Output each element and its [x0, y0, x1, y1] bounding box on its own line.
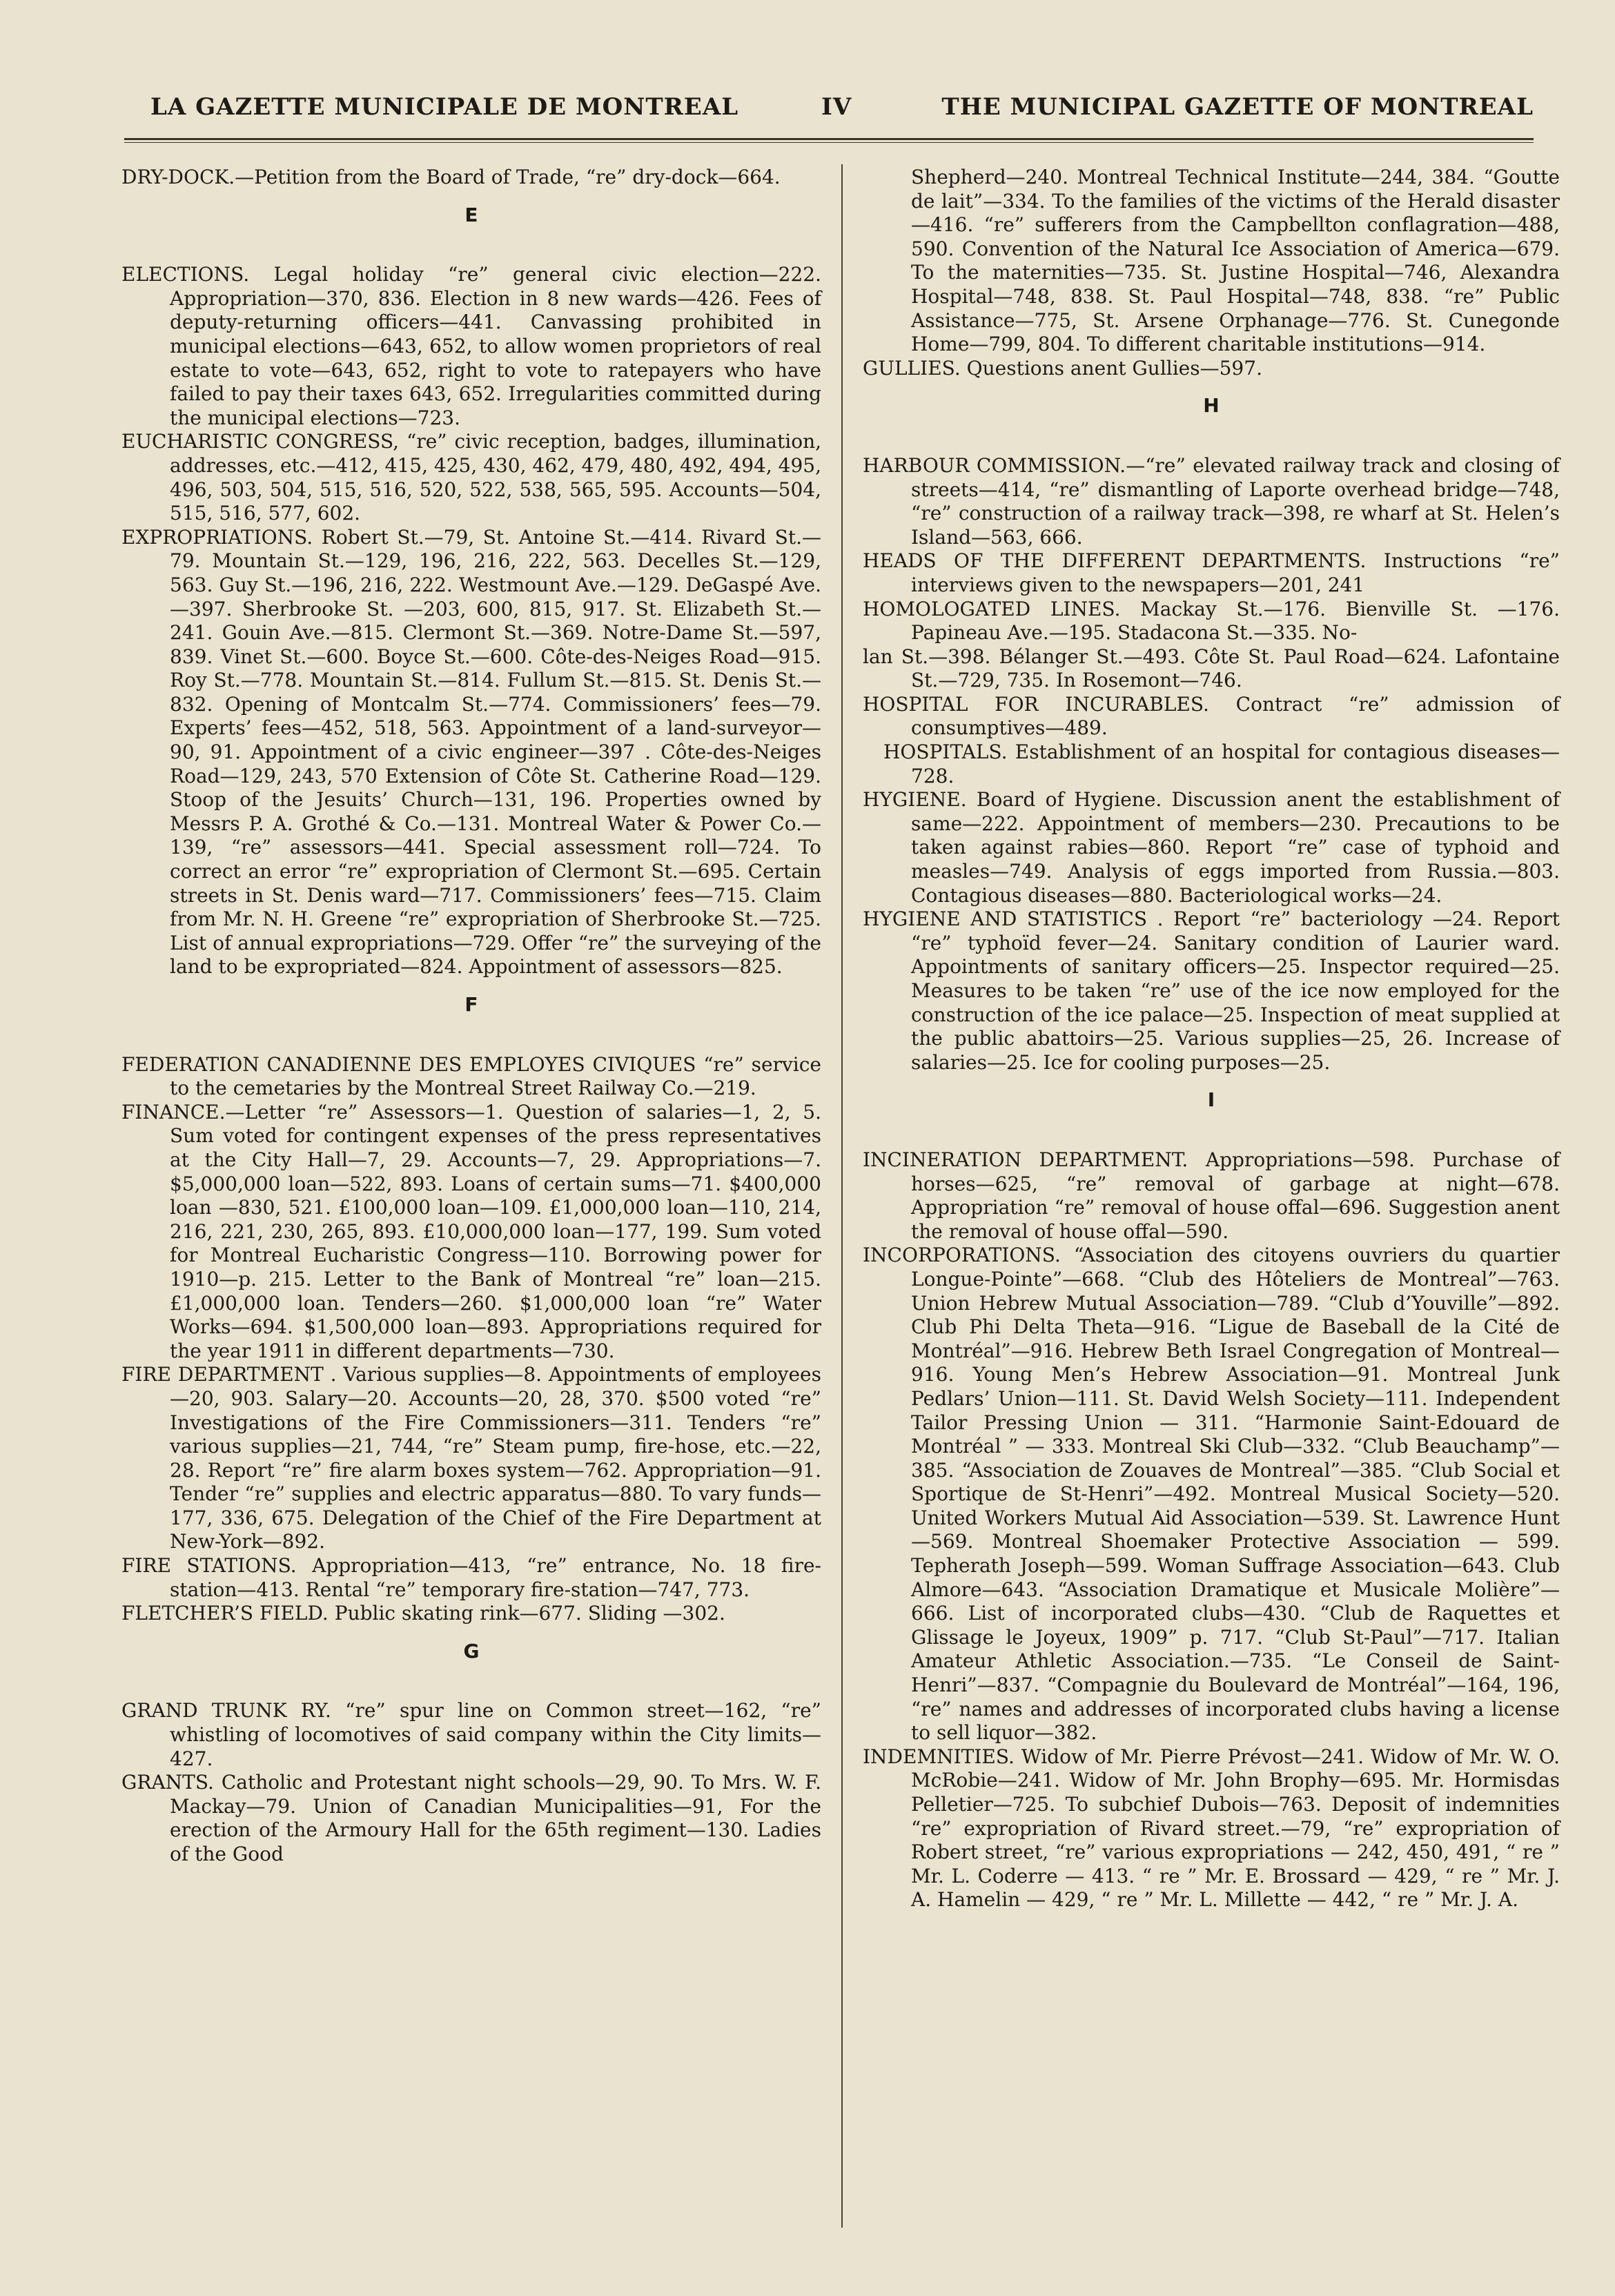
- index-entry-hospitals: HOSPITALS. Establishment of an hospital for contagious diseases—728.: [883, 740, 1560, 787]
- index-entry-hospital-incurables: HOSPITAL FOR INCURABLES. Contract “re” admission of consumptives—489.: [863, 692, 1560, 740]
- index-entry-grants-continued: Shepherd—240. Montreal Technical Institute—244, 384. “Goutte de lait”—334. To the families of the victims of the Herald disaster—416. “re” sufferers from the Campbellton conflagration—488, 590. Convention of the Natural Ice Association of America—679. To the maternities—735. St. Justine Hospital—746, Alexandra Hospital—748, 838. St. Paul Hospital—748, 838. “re” Public Assistance—775, St. Arsene Orphanage—776. St. Cunegonde Home—799, 804. To different charitable institutions—914.: [911, 166, 1560, 356]
- column-divider: [841, 164, 843, 2228]
- section-letter-g: G: [463, 1639, 480, 1662]
- index-entry-gullies: GULLIES. Questions anent Gullies—597.: [863, 356, 1262, 380]
- index-entry-finance: FINANCE.—Letter “re” Assessors—1. Question of salaries—1, 2, 5. Sum voted for contingent expenses of the press representatives at the City Hall—7, 29. Accounts—7, 29. Appropriations—7. $5,000,000 loan—522, 893. Loans of certain sums—71. $400,000 loan —830, 521. £100,000 loan—109. £1,000,000 loan—110, 214, 216, 221, 230, 265, 893. £10,000,000 loan—177, 199. Sum voted for Montreal Eucharistic Congress—110. Borrowing power for 1910—p. 215. Letter to the Bank of Montreal “re” loan—215. £1,000,000 loan. Tenders—260. $1,000,000 loan “re” Water Works—694. $1,500,000 loan—893. Appropriations required for the year 1911 in different departments—730.: [121, 1100, 821, 1362]
- section-letter-i: I: [1207, 1088, 1215, 1112]
- index-entry-expropriations: EXPROPRIATIONS. Robert St.—79, St. Antoine St.—414. Rivard St.—79. Mountain St.—129, 196, 216, 222, 563. Decelles St.—129, 563. Guy St.—196, 216, 222. Westmount Ave.—129. DeGaspé Ave.—397. Sherbrooke St. —203, 600, 815, 917. St. Elizabeth St.—241. Gouin Ave.—815. Clermont St.—369. Notre-Dame St.—597, 839. Vinet St.—600. Boyce St.—600. Côte-des-Neiges Road—915. Roy St.—778. Mountain St.—814. Fullum St.—815. St. Denis St.—832. Opening of Montcalm St.—774. Commissioners’ fees—79. Experts’ fees—452, 518, 563. Appointment of a land-surveyor—90, 91. Appointment of a civic engineer—397 . Côte-des-Neiges Road—129, 243, 570 Extension of Côte St. Catherine Road—129. Stoop of the Jesuits’ Church—131, 196. Properties owned by Messrs P. A. Grothé & Co.—131. Montreal Water & Power Co.—139, “re” assessors—441. Special assessment roll—724. To correct an error “re” expropriation of Clermont St.—695. Certain streets in St. Denis ward—717. Commissioners’ fees—715. Claim from Mr. N. H. Greene “re” expropriation of Sherbrooke St.—725. List of annual expropriations—729. Offer “re” the surveying of the land to be expropriated—824. Appointment of assessors—825.: [121, 525, 821, 979]
- index-entry-fire-stations: FIRE STATIONS. Appropriation—413, “re” entrance, No. 18 fire-station—413. Rental “re” temporary fire-station—747, 773.: [121, 1554, 821, 1601]
- index-entry-incineration: INCINERATION DEPARTMENT. Appropriations—598. Purchase of horses—625, “re” removal of garbage at night—678. Appropriation “re” removal of house offal—696. Suggestion anent the removal of house offal—590.: [863, 1148, 1560, 1243]
- section-letter-f: F: [464, 993, 478, 1016]
- index-entry-homologated-lines-continued: lan St.—398. Bélanger St.—493. Côte St. Paul Road—624. Lafontaine St.—729, 735. In Rosemont—746.: [863, 645, 1560, 692]
- index-entry-dry-dock: DRY-DOCK.—Petition from the Board of Trade, “re” dry-dock—664.: [121, 166, 781, 188]
- header-english-title: THE MUNICIPAL GAZETTE OF MONTREAL: [941, 93, 1534, 121]
- index-entry-fire-department: FIRE DEPARTMENT . Various supplies—8. Appointments of employees—20, 903. Salary—20. Accounts—20, 28, 370. $500 voted “re” Investigations of the Fire Commissioners—311. Tenders “re” various supplies—21, 744, “re” Steam pump, fire-hose, etc.—22, 28. Report “re” fire alarm boxes system—762. Appropriation—91. Tender “re” supplies and electric apparatus—880. To vary funds—177, 336, 675. Delegation of the Chief of the Fire Department at New-York—892.: [121, 1363, 821, 1553]
- left-column: [121, 166, 821, 1867]
- index-entry-federation: FEDERATION CANADIENNE DES EMPLOYES CIVIQUES “re” service to the cemetaries by the Montreal Street Railway Co.—219.: [121, 1052, 821, 1100]
- section-letter-h: H: [1203, 394, 1220, 418]
- index-entry-indemnities: INDEMNITIES. Widow of Mr. Pierre Prévost—241. Widow of Mr. W. O. McRobie—241. Widow of Mr. John Brophy—695. Mr. Hormisdas Pelletier—725. To subchief Dubois—763. Deposit of indemnities “re” expropriation of Rivard street.—79, “re” expropriation of Robert street, “re” various expropriations — 242, 450, 491, “ re ” Mr. L. Coderre — 413. “ re ” Mr. E. Brossard — 429, “ re ” Mr. J. A. Hamelin — 429, “ re ” Mr. L. Millette — 442, “ re ” Mr. J. A.: [863, 1745, 1560, 1912]
- index-entry-fletchers-field: FLETCHER’S FIELD. Public skating rink—677. Sliding —302.: [121, 1602, 725, 1625]
- index-entry-heads-of-departments: HEADS OF THE DIFFERENT DEPARTMENTS. Instructions “re” interviews given to the newspapers—201, 241: [863, 549, 1560, 596]
- index-entry-incorporations: INCORPORATIONS. “Association des citoyens ouvriers du quartier Longue-Pointe”—668. “Club des Hôteliers de Montreal”—763. Union Hebrew Mutual Association—789. “Club d’Youville”—892. Club Phi Delta Theta—916. “Ligue de Baseball de la Cité de Montréal”—916. Hebrew Beth Israel Congregation of Montreal—916. Young Men’s Hebrew Association—91. Montreal Junk Pedlars’ Union—111. St. David Welsh Society—111. Independent Tailor Pressing Union — 311. “Harmonie Saint-Edouard de Montréal ” — 333. Montreal Ski Club—332. “Club Beauchamp”—385. “Association de Zouaves de Montreal”—385. “Club Social et Sportique de St-Henri”—492. Montreal Musical Society—520. United Workers Mutual Aid Association—539. St. Lawrence Hunt—569. Montreal Shoemaker Protective Association — 599. Tepherath Joseph—599. Woman Suffrage Association—643. Club Almore—643. “Association Dramatique et Musicale Molière”—666. List of incorporated clubs—430. “Club de Raquettes et Glissage le Joyeux, 1909” p. 717. “Club St-Paul”—717. Italian Amateur Athletic Association.—735. “Le Conseil de Saint-Henri”—837. “Compagnie du Boulevard de Montréal”—164, 196, “re” names and addresses of incorporated clubs having a license to sell liquor—382.: [863, 1244, 1560, 1745]
- page-header: [124, 93, 1534, 135]
- index-entry-grand-trunk: GRAND TRUNK RY. “re” spur line on Common street—162, “re” whistling of locomotives of said company within the City limits—427.: [121, 1699, 821, 1770]
- index-entry-homologated-lines: HOMOLOGATED LINES. Mackay St.—176. Bienville St. —176. Papineau Ave.—195. Stadacona St.—335. No-: [863, 597, 1560, 645]
- page-number: IV: [821, 93, 852, 121]
- index-entry-grants: GRANTS. Catholic and Protestant night schools—29, 90. To Mrs. W. F. Mackay—79. Union of Canadian Municipalities—91, For the erection of the Armoury Hall for the 65th regiment—130. Ladies of the Good: [121, 1771, 821, 1865]
- index-entry-eucharistic-congress: EUCHARISTIC CONGRESS, “re” civic reception, badges, illumination, addresses, etc.—412, 415, 425, 430, 462, 479, 480, 492, 494, 495, 496, 503, 504, 515, 516, 520, 522, 538, 565, 595. Accounts—504, 515, 516, 577, 602.: [121, 430, 821, 525]
- index-entry-hygiene: HYGIENE. Board of Hygiene. Discussion anent the establishment of same—222. Appointment of members—230. Precautions to be taken against rabies—860. Report “re” case of typhoid and measles—749. Analysis of eggs imported from Russia.—803. Contagious diseases—880. Bacteriological works—24.: [863, 788, 1560, 907]
- index-entry-elections: ELECTIONS. Legal holiday “re” general civic election—222. Appropriation—370, 836. Election in 8 new wards—426. Fees of deputy-returning officers—441. Canvassing prohibited in municipal elections—643, 652, to allow women proprietors of real estate to vote—643, 652, right to vote to ratepayers who have failed to pay their taxes 643, 652. Irregularities committed during the municipal elections—723.: [121, 263, 821, 429]
- right-column: [863, 166, 1560, 1912]
- header-french-title: LA GAZETTE MUNICIPALE DE MONTREAL: [150, 93, 739, 121]
- header-rule: [124, 138, 1534, 143]
- index-entry-harbour-commission: HARBOUR COMMISSION.—“re” elevated railway track and closing of streets—414, “re” dismantling of Laporte overhead bridge—748, “re” construction of a railway track—398, re wharf at St. Helen’s Island—563, 666.: [863, 453, 1560, 549]
- section-letter-e: E: [464, 203, 478, 226]
- index-entry-hygiene-statistics: HYGIENE AND STATISTICS . Report “re” bacteriology —24. Report “re” typhoïd fever—24. Sanitary condition of Laurier ward. Appointments of sanitary officers—25. Inspector required—25. Measures to be taken “re” use of the ice now employed for the construction of the ice palace—25. Inspection of meat supplied at the public abattoirs—25. Various supplies—25, 26. Increase of salaries—25. Ice for cooling purposes—25.: [863, 907, 1560, 1074]
